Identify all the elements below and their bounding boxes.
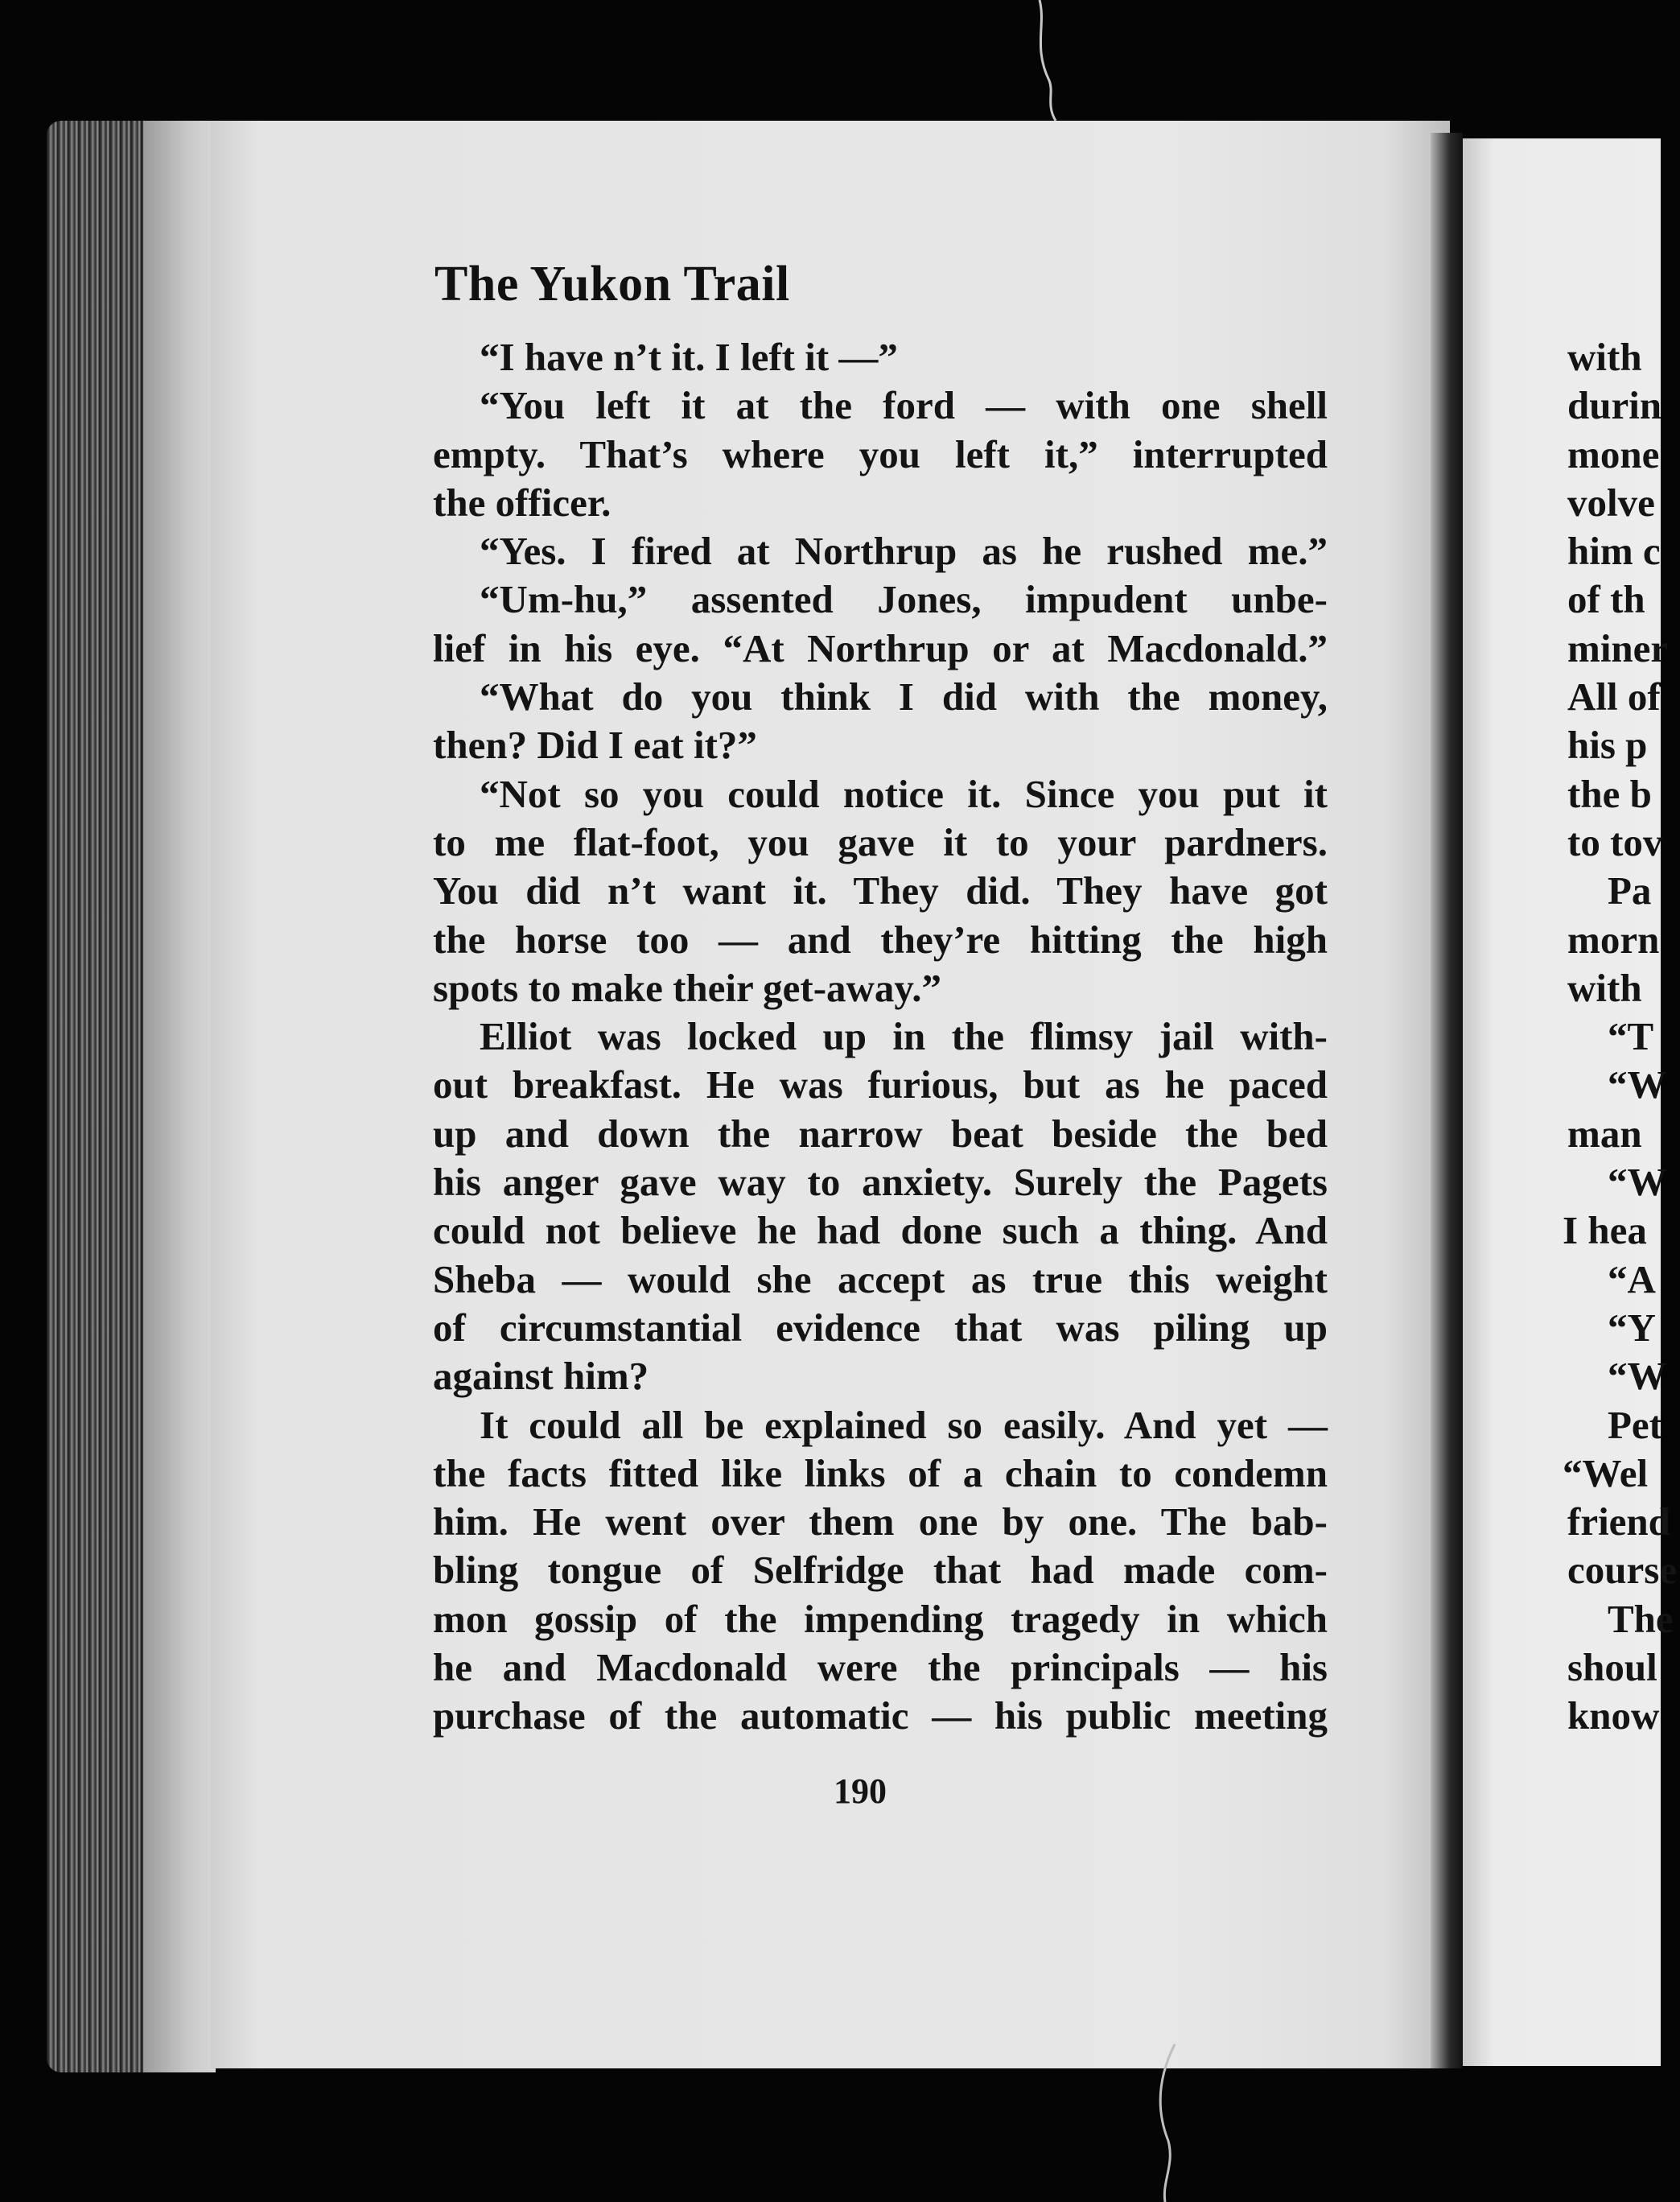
right-page-line-fragment: the b [1567, 771, 1652, 816]
text-line: “Um-hu,” assented Jones, impudent unbe- [480, 577, 1328, 622]
right-page-line-fragment: shoul [1567, 1645, 1657, 1690]
right-page-line-fragment: Pet [1608, 1402, 1662, 1447]
text-line: his anger gave way to anxiety. Surely the Pagets [433, 1160, 1328, 1205]
stray-fiber-bottom [1126, 2028, 1199, 2202]
right-page-line-fragment: All of [1567, 674, 1661, 720]
right-page-line-fragment: “T [1608, 1014, 1654, 1059]
text-line: up and down the narrow beat beside the bed [433, 1111, 1328, 1156]
right-page-line-fragment: to tov [1567, 819, 1663, 864]
right-page-line-fragment: his p [1567, 723, 1648, 768]
right-page-line-fragment: volve [1567, 480, 1655, 525]
text-line: mon gossip of the impending tragedy in which [433, 1596, 1328, 1641]
text-line: bling tongue of Selfridge that had made com- [433, 1548, 1328, 1593]
right-page-line-fragment: friend [1567, 1499, 1670, 1544]
right-page-line-fragment: with [1567, 335, 1642, 379]
right-page-line-fragment: durin [1567, 383, 1662, 428]
text-line: against him? [433, 1354, 649, 1399]
page-stack-edge [47, 121, 216, 2072]
right-page-line-fragment: The [1608, 1596, 1674, 1641]
right-page-line-fragment: morn [1567, 917, 1660, 962]
right-page-line-fragment: “Wel [1563, 1450, 1649, 1495]
right-page-line-fragment: mone [1567, 431, 1660, 476]
right-page-line-fragment: man [1567, 1111, 1642, 1156]
right-page-line-fragment: him c [1567, 529, 1661, 574]
text-line: Sheba — would she accept as true this weight [433, 1256, 1328, 1301]
text-line: of circumstantial evidence that was piling up [433, 1305, 1328, 1350]
text-line: lief in his eye. “At Northrup or at Macdonald.” [433, 625, 1328, 670]
right-page-line-fragment: “W [1608, 1160, 1667, 1205]
text-line: the officer. [433, 480, 611, 525]
right-page-line-fragment: course [1567, 1548, 1678, 1593]
right-page-line-fragment: miner [1567, 625, 1669, 670]
text-line: he and Macdonald were the principals — his [433, 1645, 1328, 1690]
right-page-line-fragment: I hea [1563, 1208, 1647, 1253]
right-page-text-fragments [1563, 333, 1680, 1741]
text-line: could not believe he had done such a thing. And [433, 1208, 1328, 1253]
text-line: “You left it at the ford — with one shell [480, 383, 1328, 428]
right-page-line-fragment: Pa [1608, 868, 1652, 913]
right-page-line-fragment: know [1567, 1693, 1660, 1738]
text-line: purchase of the automatic — his public meeting [433, 1693, 1328, 1738]
page-number: 190 [834, 1771, 887, 1811]
text-line: “I have n’t it. I left it —” [480, 335, 898, 379]
right-page-line-fragment: with [1567, 965, 1642, 1010]
right-page-line-fragment: “W [1608, 1062, 1667, 1107]
text-line: to me flat-foot, you gave it to your pardners. [433, 819, 1328, 864]
text-line: then? Did I eat it?” [433, 723, 757, 768]
text-line: him. He went over them one by one. The bab- [433, 1499, 1328, 1544]
text-line: “Yes. I fired at Northrup as he rushed me.” [480, 529, 1328, 574]
right-page-line-fragment: “W [1608, 1354, 1667, 1399]
stray-fiber-top [1022, 0, 1086, 129]
right-page-line-fragment: “A [1608, 1256, 1656, 1301]
text-line: empty. That’s where you left it,” interrupted [433, 431, 1328, 476]
right-page-line-fragment: “Y [1608, 1305, 1656, 1350]
text-line: the facts fitted like links of a chain to condemn [433, 1450, 1328, 1495]
text-line: You did n’t want it. They did. They have got [433, 868, 1328, 913]
text-line: It could all be explained so easily. And yet — [480, 1402, 1328, 1447]
text-line: out breakfast. He was furious, but as he paced [433, 1062, 1328, 1107]
text-line: “Not so you could notice it. Since you put it [480, 771, 1328, 816]
text-line: “What do you think I did with the money, [480, 674, 1328, 720]
text-line: Elliot was locked up in the flimsy jail with- [480, 1014, 1328, 1059]
book-gutter [1431, 133, 1463, 2068]
text-line: spots to make their get-away.” [433, 965, 941, 1010]
running-head: The Yukon Trail [434, 257, 790, 311]
left-page-text [433, 333, 1328, 1741]
text-line: the horse too — and they’re hitting the high [433, 917, 1328, 962]
right-page-line-fragment: of th [1567, 577, 1645, 622]
